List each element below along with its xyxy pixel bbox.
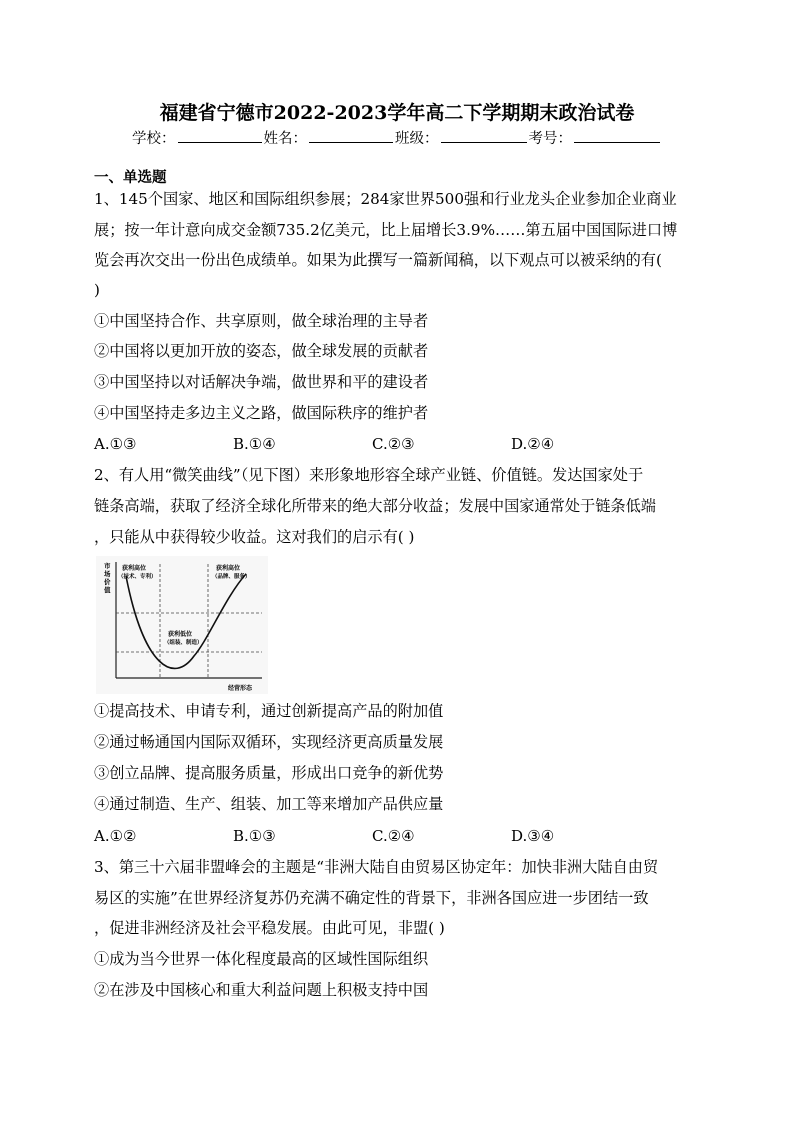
q3-item: ①成为当今世界一体化程度最高的区域性国际组织 [94, 950, 429, 968]
q2-option-b[interactable]: B.①③ [233, 827, 276, 845]
low-sub: （组装、制造） [164, 640, 203, 646]
q1-line: 览会再次交出一份出色成绩单。如果为此撰写一篇新闻稿，以下观点可以被采纳的有( [94, 251, 662, 269]
q2-options [94, 826, 650, 846]
q2-item: ③创立品牌、提高服务质量，形成出口竞争的新优势 [94, 764, 444, 782]
q2-option-d[interactable]: D.③④ [511, 827, 555, 845]
student-info-row [0, 127, 794, 148]
name-blank[interactable] [309, 128, 393, 143]
q1-option-c[interactable]: C.②③ [372, 435, 415, 453]
q1-line: ) [94, 281, 100, 299]
q2-line: 2、有人用“微笑曲线”（见下图）来形象地形容全球产业链、价值链。发达国家处于 [94, 466, 644, 484]
y-axis-label-1: 市 [104, 562, 111, 570]
exam-title: 福建省宁德市2022-2023学年高二下学期期末政治试卷 [159, 102, 635, 124]
y-axis-label-2: 场 [104, 570, 111, 578]
q2-item: ④通过制造、生产、组装、加工等来增加产品供应量 [94, 795, 444, 813]
class-label: 班级： [395, 131, 439, 147]
x-axis-label: 经营形态 [228, 685, 253, 692]
name-label: 姓名： [263, 131, 307, 147]
number-blank[interactable] [574, 128, 660, 143]
q1-option-d[interactable]: D.②④ [511, 435, 555, 453]
q2-line: 链条高端，获取了经济全球化所带来的绝大部分收益；发展中国家通常处于链条低端 [94, 497, 656, 515]
q1-item: ①中国坚持合作、共享原则，做全球治理的主导者 [94, 312, 429, 330]
class-blank[interactable] [441, 128, 527, 143]
q1-item: ④中国坚持走多边主义之路，做国际秩序的维护者 [94, 404, 429, 422]
number-label: 考号： [528, 131, 572, 147]
q3-item: ②在涉及中国核心和重大利益问题上积极支持中国 [94, 981, 429, 999]
smile-curve-figure [96, 556, 268, 694]
right-high-label: 获利高位 [216, 565, 241, 572]
q1-item: ②中国将以更加开放的姿态，做全球发展的贡献者 [94, 342, 429, 360]
q1-options [94, 434, 650, 454]
y-axis-label-4: 值 [104, 586, 111, 594]
q2-line: ，只能从中获得较少收益。这对我们的启示有( ) [94, 528, 415, 546]
q2-option-c[interactable]: C.②④ [372, 827, 415, 845]
q2-item: ②通过畅通国内国际双循环，实现经济更高质量发展 [94, 733, 444, 751]
school-label: 学校： [132, 131, 176, 147]
q3-line: 3、第三十六届非盟峰会的主题是“非洲大陆自由贸易区协定年：加快非洲大陆自由贸 [94, 858, 659, 876]
q3-line: ，促进非洲经济及社会平稳发展。由此可见，非盟( ) [94, 919, 445, 937]
q2-option-a[interactable]: A.①② [94, 827, 137, 845]
q1-option-a[interactable]: A.①③ [94, 435, 137, 453]
y-axis-label-3: 价 [104, 578, 111, 586]
q3-line: 易区的实施”在世界经济复苏仍充满不确定性的背景下，非洲各国应进一步团结一致 [94, 889, 649, 907]
section-heading: 一、单选题 [94, 169, 167, 186]
q1-line: 1、145个国家、地区和国际组织参展；284家世界500强和行业龙头企业参加企业商业 [94, 190, 677, 208]
left-high-sub: （技术、专利） [118, 574, 157, 580]
right-high-sub: （品牌、服务） [212, 574, 251, 580]
q1-line: 展；按一年计意向成交金额735.2亿美元，比上届增长3.9%……第五届中国国际进口博 [94, 221, 678, 239]
school-blank[interactable] [178, 128, 262, 143]
left-high-label: 获利高位 [122, 565, 147, 572]
q1-item: ③中国坚持以对话解决争端，做世界和平的建设者 [94, 373, 429, 391]
q2-item: ①提高技术、申请专利，通过创新提高产品的附加值 [94, 702, 444, 720]
low-label: 获利低位 [168, 631, 193, 638]
q1-option-b[interactable]: B.①④ [233, 435, 276, 453]
